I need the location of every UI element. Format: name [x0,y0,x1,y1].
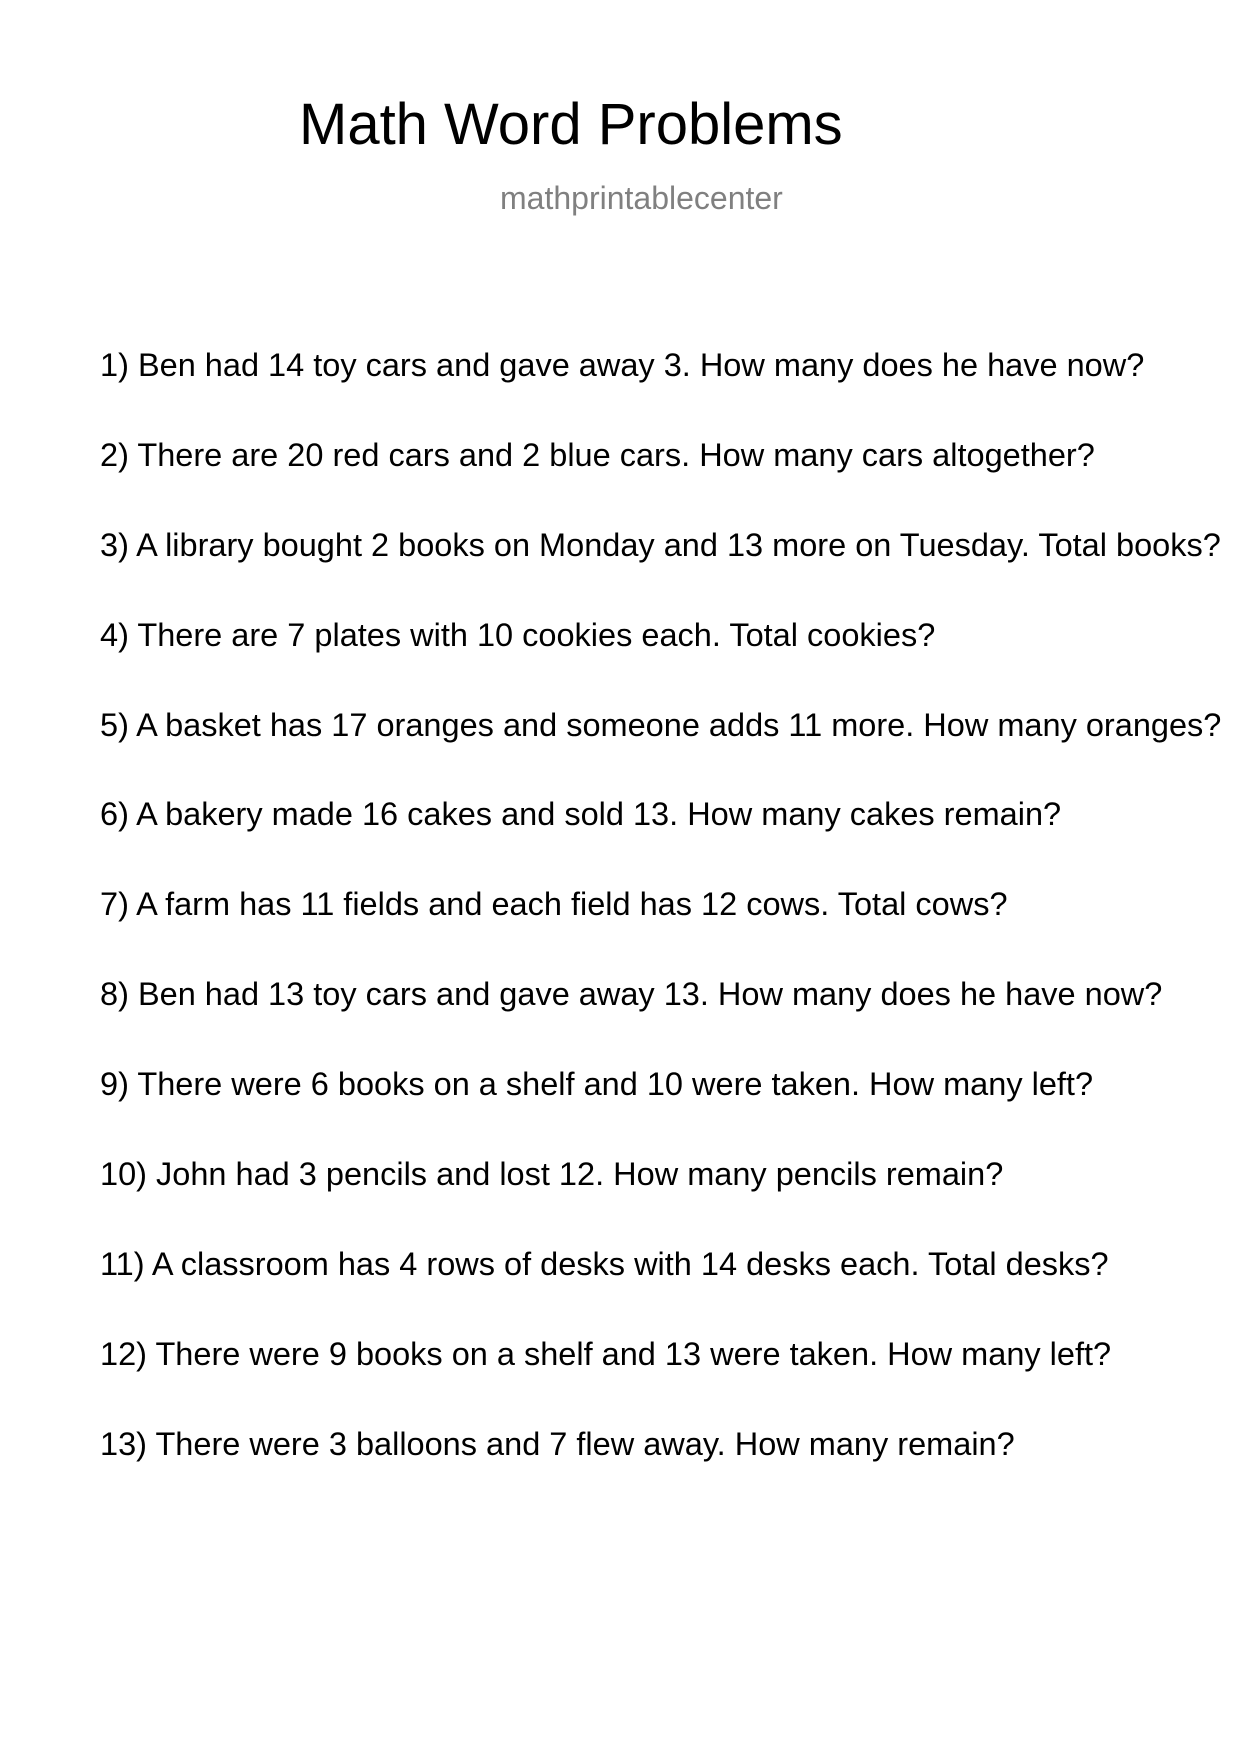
problem-number: 11) [100,1245,145,1282]
problem-text: There were 6 books on a shelf and 10 were taken. How many left? [137,1066,1094,1103]
page-title: Math Word Problems [299,92,843,157]
problem-number: 5) [100,706,129,743]
problem-number: 3) [100,526,129,563]
problem-item [100,1245,1221,1338]
problem-item [100,1425,1221,1518]
problem-item [100,888,1221,978]
page-subtitle: mathprintablecenter [500,180,783,216]
problem-text: John had 3 pencils and lost 12. How many pencils remain? [156,1156,1004,1193]
problem-number: 2) [100,436,129,473]
problem-item [100,1158,1221,1248]
problem-text: A library bought 2 books on Monday and 13 more on Tuesday. Total books? [136,526,1221,563]
problem-item [100,616,1221,709]
problem-item [100,798,1221,888]
problem-text: A basket has 17 oranges and someone adds 11 more. How many oranges? [136,706,1222,743]
problem-text: There were 9 books on a shelf and 13 were taken. How many left? [155,1335,1112,1372]
problem-text: Ben had 14 toy cars and gave away 3. How many does he have now? [137,347,1145,383]
problem-item [100,526,1221,619]
problem-text: Ben had 13 toy cars and gave away 13. How many does he have now? [137,976,1163,1013]
problem-item [100,978,1221,1068]
problem-item [100,706,1222,799]
problem-item [100,349,1221,439]
problem-number: 8) [100,976,129,1013]
problem-number: 6) [100,796,129,833]
problem-number: 7) [100,886,129,923]
problem-text: A farm has 11 fields and each field has 12 cows. Total cows? [136,886,1008,923]
problem-number: 1) [100,347,129,383]
problem-text: There were 3 balloons and 7 flew away. How many remain? [155,1425,1015,1462]
problem-item [100,1068,1221,1158]
problem-item [100,436,1221,529]
problem-text: There are 7 plates with 10 cookies each. Total cookies? [137,616,936,653]
problem-text: A classroom has 4 rows of desks with 14 desks each. Total desks? [151,1245,1109,1282]
problem-number: 10) [100,1156,147,1193]
problem-number: 9) [100,1066,129,1103]
problem-number: 13) [100,1425,147,1462]
problem-number: 12) [100,1335,147,1372]
problem-number: 4) [100,616,129,653]
problem-text: A bakery made 16 cakes and sold 13. How many cakes remain? [136,796,1062,833]
problem-item [100,1335,1221,1428]
problem-text: There are 20 red cars and 2 blue cars. How many cars altogether? [137,436,1095,473]
problem-list [100,349,1221,1518]
